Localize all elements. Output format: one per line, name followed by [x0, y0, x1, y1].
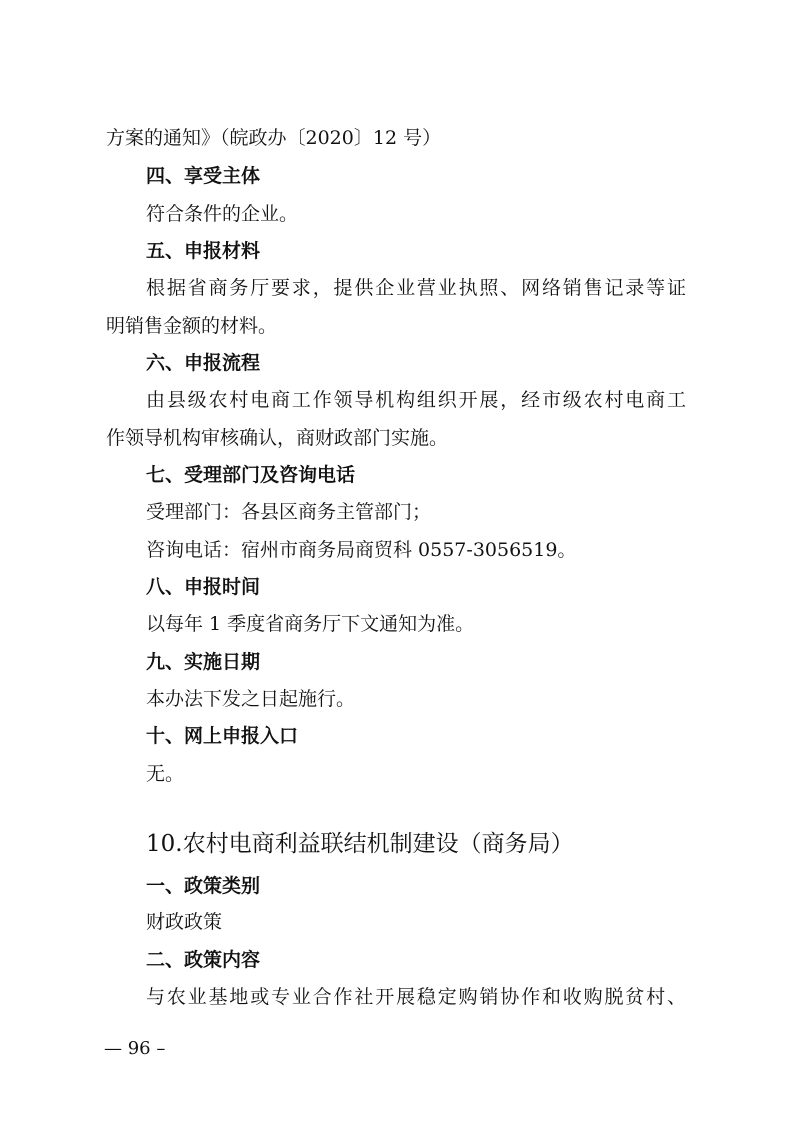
- paragraph-line: 咨询电话：宿州市商务局商贸科 0557-3056519。: [146, 539, 577, 561]
- paragraph-line: 符合条件的企业。: [146, 203, 299, 225]
- heading-department-contact: 七、受理部门及咨询电话: [146, 464, 356, 486]
- paragraph-line: 受理部门：各县区商务主管部门；: [146, 501, 432, 523]
- paragraph-line: 方案的通知》（皖政办〔2020〕12 号）: [106, 127, 442, 149]
- paragraph-line: 由县级农村电商工作领导机构组织开展，经市级农村电商工: [146, 389, 686, 411]
- heading-online-entry: 十、网上申报入口: [146, 725, 299, 747]
- paragraph-line: 根据省商务厅要求，提供企业营业执照、网络销售记录等证: [146, 277, 686, 299]
- paragraph-line: 以每年 1 季度省商务厅下文通知为准。: [146, 613, 475, 635]
- heading-implementation-date: 九、实施日期: [146, 651, 261, 673]
- heading-application-time: 八、申报时间: [146, 576, 261, 598]
- heading-application-materials: 五、申报材料: [146, 240, 261, 262]
- paragraph-line: 本办法下发之日起施行。: [146, 688, 356, 710]
- page-number: — 96 –: [104, 1038, 166, 1059]
- paragraph-line: 明销售金额的材料。: [106, 315, 278, 337]
- section-title: 10.农村电商利益联结机制建设（商务局）: [146, 831, 574, 857]
- heading-application-process: 六、申报流程: [146, 352, 261, 374]
- heading-enjoy-subject: 四、享受主体: [146, 165, 261, 187]
- paragraph-line: 无。: [146, 763, 185, 785]
- heading-policy-category: 一、政策类别: [146, 875, 261, 897]
- heading-policy-content: 二、政策内容: [146, 949, 261, 971]
- paragraph-line: 作领导机构审核确认，商财政部门实施。: [106, 427, 449, 449]
- paragraph-line: 财政政策: [146, 911, 223, 933]
- paragraph-line: 与农业基地或专业合作社开展稳定购销协作和收购脱贫村、: [146, 986, 686, 1008]
